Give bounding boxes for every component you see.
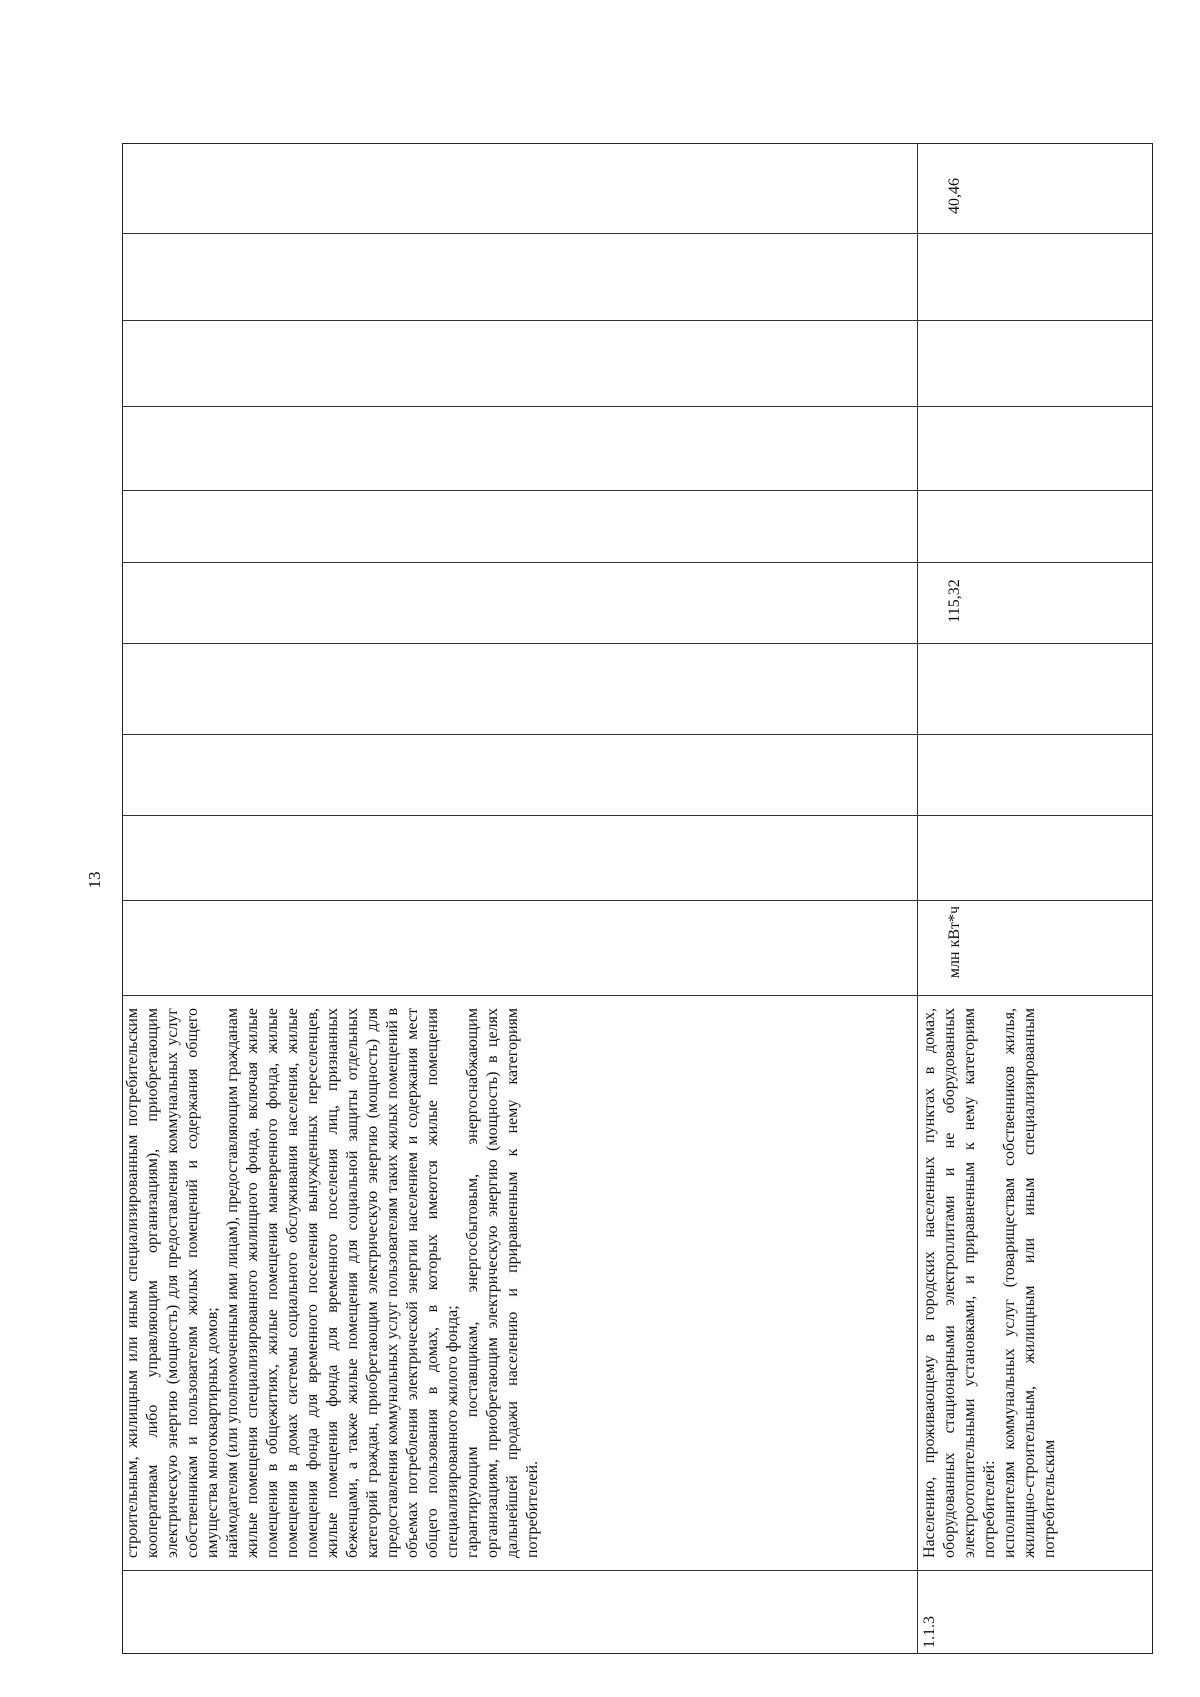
column-divider bbox=[123, 900, 1152, 901]
column-divider bbox=[123, 406, 1152, 407]
description-paragraph: исполнителям коммунальных услуг (товариществам собственников жилья, жилищно-строительным, жилищным или иным специализированным потребительским bbox=[1001, 1008, 1058, 1558]
row-divider bbox=[917, 144, 918, 1653]
column-divider bbox=[123, 734, 1152, 735]
column-divider bbox=[123, 490, 1152, 491]
value-cell: 40,46 bbox=[946, 178, 963, 214]
page-number: 13 bbox=[85, 871, 104, 889]
column-divider bbox=[123, 562, 1152, 563]
description-paragraph: гарантирующим поставщикам, энергосбытовым, энергоснабжающим организациям, приобретающим электрическую энергию (мощность) в целях дальнейшей продажи населению и приравненным к нему категориям потребителей. bbox=[464, 1008, 541, 1558]
column-divider bbox=[123, 815, 1152, 816]
row-number: 1.1.3 bbox=[921, 1616, 938, 1648]
description-paragraph: строительным, жилищным или иным специализированным потребительским кооперативам либо управляющим организациям), приобретающим электрическую энергию (мощность) для предоставления коммунальных услуг собственникам и пользователям жилых помещений и содержания общего имущества многоквартирных домов; bbox=[124, 1008, 221, 1558]
column-divider bbox=[123, 233, 1152, 234]
column-divider bbox=[123, 1570, 1152, 1571]
description-paragraph: Населению, проживающему в городских населенных пунктах в домах, оборудованных стационарными электроплитами и не оборудованных электроотопительными установками, и приравненным к нему категориям потребителей: bbox=[921, 1008, 998, 1558]
column-divider bbox=[123, 643, 1152, 644]
row-description bbox=[920, 998, 1151, 1568]
row-prev-description bbox=[123, 998, 917, 1568]
description-paragraph: наймодателям (или уполномоченным ими лицам), предоставляющим гражданам жилые помещения специализированного жилищного фонда, включая жилые помещения в общежитиях, жилые помещения маневренного фонда, жилые помещения в домах системы социального обслуживания населения, жилые помещения фонда для временного поселения вынужденных переселенцев, жилые помещения фонда для временного поселения лиц, признанных беженцами, а также жилые помещения для социальной защиты отдельных категорий граждан, приобретающим электрическую энергию (мощность) для предоставления коммунальных услуг пользователям таких жилых помещений в объемах потребления электрической энергии населением и содержания мест общего пользования в домах, в которых имеются жилые помещения специализированного жилого фонда; bbox=[224, 1008, 461, 1558]
unit-cell: млн кВт*ч bbox=[946, 905, 963, 979]
column-divider bbox=[123, 320, 1152, 321]
value-cell: 115,32 bbox=[946, 579, 963, 623]
data-table bbox=[122, 143, 1153, 1654]
column-divider bbox=[123, 995, 1152, 996]
